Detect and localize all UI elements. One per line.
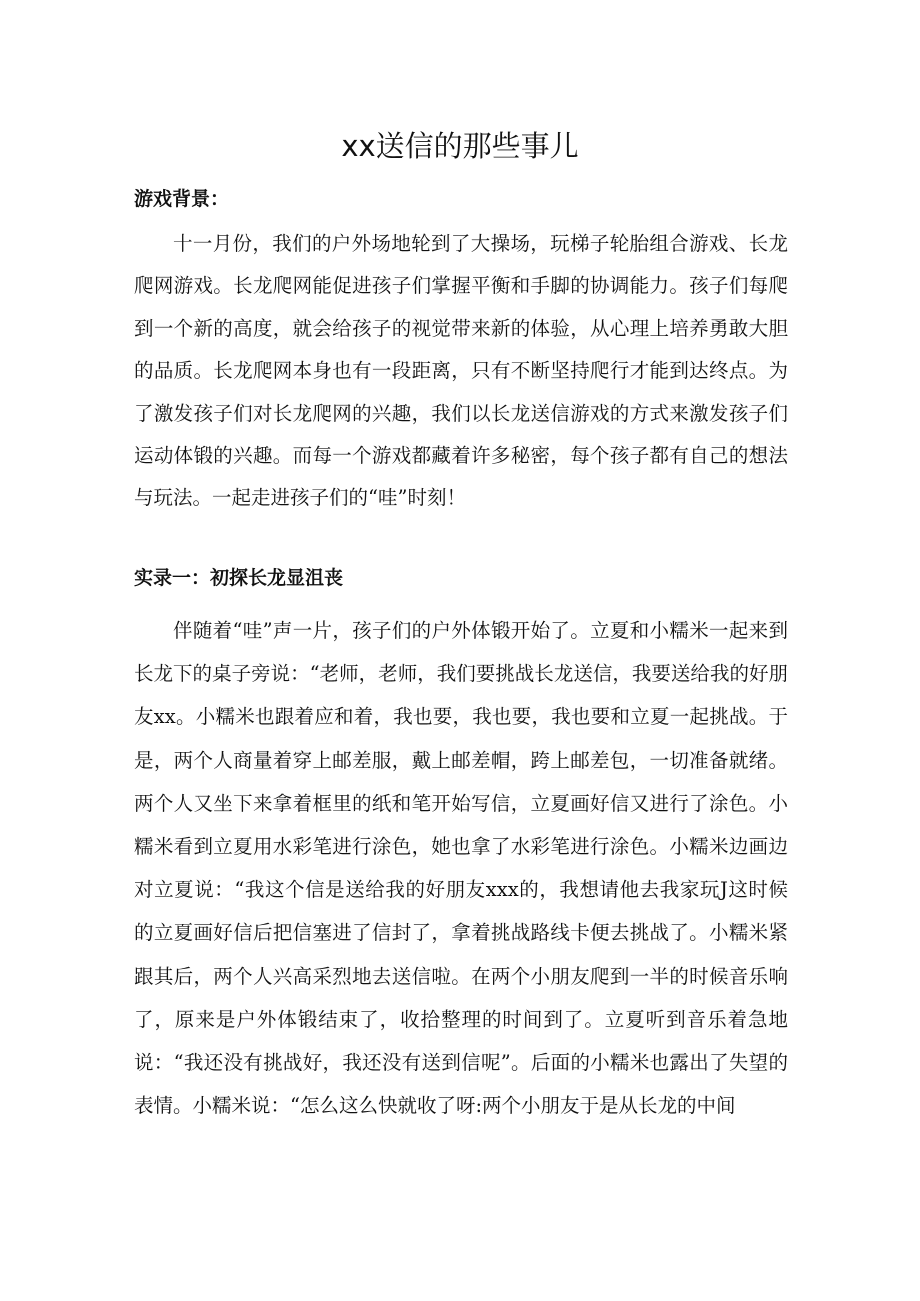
section-heading-background: 游戏背景： [134,188,230,210]
section-body-background: 十一月份，我们的户外场地轮到了大操场，玩梯子轮胎组合游戏、长龙爬网游戏。长龙爬网能促进孩子们掌握平衡和手脚的协调能力。孩子们每爬到一个新的高度，就会给孩子的视觉带来新的体验，从心理上培养勇敢大胆的品质。长龙爬网本身也有一段距离，只有不断坚持爬行才能到达终点。为了激发孩子们对长龙爬网的兴趣，我们以长龙送信游戏的方式来激发孩子们运动体锻的兴趣。而每一个游戏都藏着许多秘密，每个孩子都有自己的想法与玩法。一起走进孩子们的“哇”时刻！ [134,232,788,510]
document-title: xx送信的那些事儿 [341,129,579,163]
section-body-record-one: 伴随着“哇”声一片，孩子们的户外体锻开始了。立夏和小糯米一起来到长龙下的桌子旁说：“老师，老师，我们要挑战长龙送信，我要送给我的好朋友xx。小糯米也跟着应和着，我也要，我也要，我也要和立夏一起挑战。于是，两个人商量着穿上邮差服，戴上邮差帽，跨上邮差包，一切准备就绪。两个人又坐下来拿着框里的纸和笔开始写信，立夏画好信又进行了涂色。小糯米看到立夏用水彩笔进行涂色，她也拿了水彩笔进行涂色。小糯米边画边对立夏说：“我这个信是送给我的好朋友xxx的，我想请他去我家玩J这时候的立夏画好信后把信塞进了信封了，拿着挑战路线卡便去挑战了。小糯米紧跟其后，两个人兴高采烈地去送信啦。在两个小朋友爬到一半的时候音乐响了，原来是户外体锻结束了，收拾整理的时间到了。立夏听到音乐着急地说：“我还没有挑战好，我还没有送到信呢”。后面的小糯米也露出了失望的表情。小糯米说：“怎么这么快就收了呀:两个小朋友于是从长龙的中间 [134,619,788,1118]
section-heading-record-one: 实录一：初探长龙显沮丧 [134,567,344,589]
